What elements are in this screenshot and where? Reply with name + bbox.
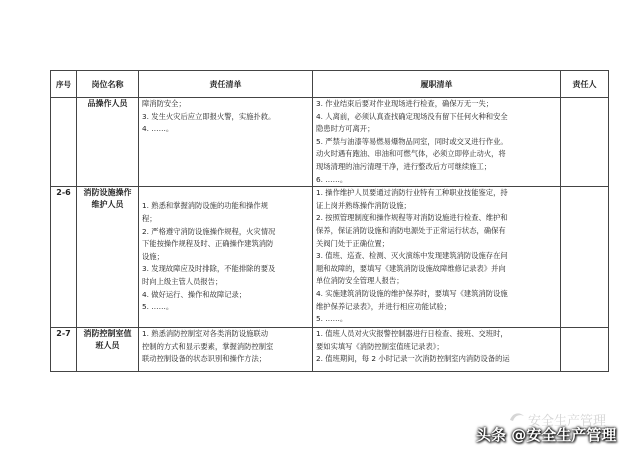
header-no: 序号 bbox=[51, 71, 77, 98]
list-item: 3. 值班、巡查、检测、灭火演练中发现建筑消防设施存在问 bbox=[316, 251, 508, 261]
list-item: 6. ……。 bbox=[316, 174, 348, 184]
header-owner: 责任人 bbox=[561, 71, 609, 98]
owner-cell bbox=[561, 187, 609, 328]
list-item: 5. ……。 bbox=[316, 314, 348, 324]
list-item: 单位消防安全管理人报告； bbox=[316, 276, 404, 286]
responsibility-list bbox=[139, 187, 313, 328]
duty-list bbox=[313, 328, 561, 372]
table-row bbox=[51, 328, 609, 372]
row-number: 2-7 bbox=[51, 328, 77, 372]
list-item: 设施； bbox=[142, 251, 164, 261]
header-duty: 履职清单 bbox=[313, 71, 561, 98]
list-item: 下能按操作规程及时、正确操作建筑消防 bbox=[142, 239, 274, 249]
header-post: 岗位名称 bbox=[77, 71, 139, 98]
list-item: 关阀门处于正确位置； bbox=[316, 238, 389, 248]
responsibility-list bbox=[139, 98, 313, 187]
list-item: 3. 发生火灾后应立即报火警，实施扑救。 bbox=[142, 111, 276, 121]
list-item: 联动控制设备的状态识别和操作方法； bbox=[142, 354, 267, 364]
list-item: 动火时遇有跑油、串油和可燃气体，必须立即停止动火，将 bbox=[316, 149, 506, 159]
swirl-icon bbox=[508, 410, 526, 424]
list-item: 3. 作业结束后要对作业现场进行检查，确保万无一失； bbox=[316, 99, 494, 108]
list-item: 题和故障的，要填写《建筑消防设施故障维修记录表》并向 bbox=[316, 263, 506, 273]
list-item: 1. 值班人员对火灾报警控制器进行日检查、接班、交班时， bbox=[316, 329, 508, 339]
list-item: 4. ……。 bbox=[142, 124, 174, 134]
header-row bbox=[51, 71, 609, 98]
watermark-text: 安全生产管理 bbox=[528, 414, 607, 429]
list-item: 要如实填写《消防控制室值班记录表》； bbox=[316, 341, 444, 351]
row-number: 2-6 bbox=[51, 187, 77, 328]
list-item: 证上岗并熟练操作消防设施； bbox=[316, 200, 411, 210]
list-item: 控制的方式和显示要素，掌握消防控制室 bbox=[142, 341, 274, 351]
post-name: 消防控制室值班人员 bbox=[77, 328, 139, 372]
header-responsibility: 责任清单 bbox=[139, 71, 313, 98]
post-name: 品操作人员 bbox=[77, 98, 139, 187]
row-number bbox=[51, 98, 77, 187]
list-item: 1. 熟悉和掌握消防设施的功能和操作规 bbox=[142, 201, 269, 211]
list-item: 程； bbox=[142, 214, 157, 224]
duty-list bbox=[313, 98, 561, 187]
owner-cell bbox=[561, 98, 609, 187]
list-item: 1. 操作维护人员要通过消防行业特有工种职业技能鉴定，持 bbox=[316, 188, 508, 198]
list-item: 时向上级主管人员报告； bbox=[142, 277, 223, 287]
list-item: 现场清理的油污清理干净，进行整改后方可继续施工； bbox=[316, 161, 492, 171]
table-row bbox=[51, 187, 609, 328]
list-item: 保养，保证消防设施和消防电源处于正常运行状态，确保有 bbox=[316, 225, 506, 235]
responsibility-list bbox=[139, 328, 313, 372]
footer-credit: 头条 @安全生产管理 bbox=[476, 426, 617, 444]
list-item: 隐患时方可离开； bbox=[316, 124, 375, 134]
list-item: 2. 值班期间，每 2 小时记录一次消防控制室内消防设备的运 bbox=[316, 354, 510, 364]
table-row bbox=[51, 98, 609, 187]
list-item: 4. 做好运行、操作和故障记录； bbox=[142, 289, 247, 299]
duty-list bbox=[313, 187, 561, 328]
list-item: 4. 人离前，必须认真查找确定现场没有留下任何火种和安全 bbox=[316, 111, 508, 121]
owner-cell bbox=[561, 328, 609, 372]
list-item: 2. 严格遵守消防设施操作规程，火灾情况 bbox=[142, 226, 276, 236]
list-item: 3. 发现故障应及时排除，不能排除的要及 bbox=[142, 264, 276, 274]
list-item: 5. ……。 bbox=[142, 302, 174, 312]
list-item: 2. 按照管理制度和操作规程等对消防设施进行检查、维护和 bbox=[316, 213, 508, 223]
list-item: 5. 严禁与油漆等易燃易爆物品同室，同时或交叉进行作业。 bbox=[316, 136, 508, 146]
duty-table bbox=[50, 70, 609, 372]
post-name: 消防设施操作维护人员 bbox=[77, 187, 139, 328]
list-item: 障消防安全； bbox=[142, 99, 186, 108]
list-item: 4. 实施建筑消防设施的维护保养时，要填写《建筑消防设施 bbox=[316, 288, 508, 298]
list-item: 1. 熟悉消防控制室对各类消防设施联动 bbox=[142, 329, 269, 339]
list-item: 维护保养记录表》，并进行相应功能试验； bbox=[316, 301, 451, 311]
